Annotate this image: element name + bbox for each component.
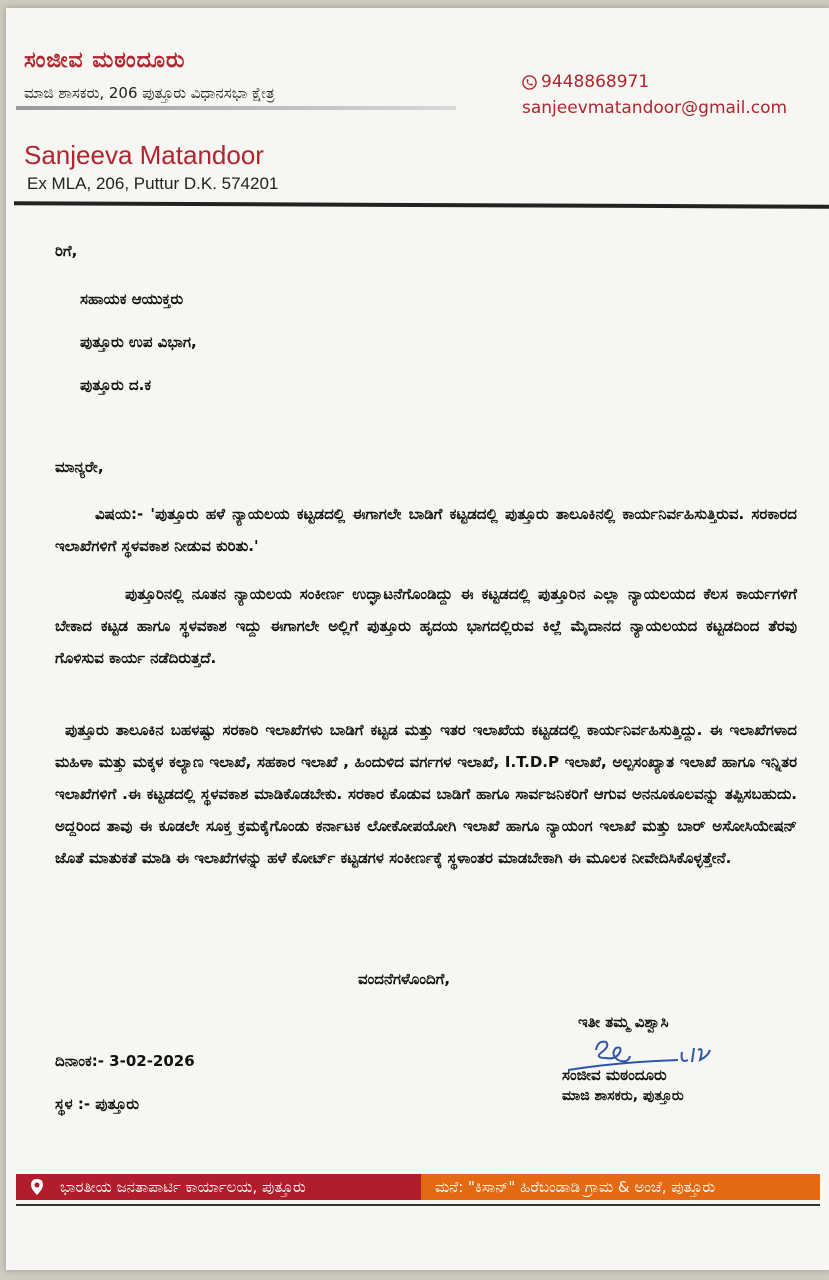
- recipient-line-2: ಪುತ್ತೂರು ಉಪ ವಿಭಾಗ,: [80, 333, 197, 351]
- paragraph-1-block: [55, 578, 797, 674]
- recipient-line-3: ಪುತ್ತೂರು ದ.ಕ: [80, 376, 152, 394]
- yours-faithfully: ಇತೀ ತಮ್ಮ ವಿಶ್ವಾಸಿ: [578, 1013, 669, 1031]
- header-grey-rule: [16, 106, 456, 110]
- letterhead-name-kannada: ಸಂಜೀವ ಮಠಂದೂರು: [24, 48, 186, 73]
- footer-rule: [16, 1204, 820, 1206]
- location-pin-icon: [30, 1178, 44, 1204]
- place: ಸ್ಥಳ :- ಪುತ್ತೂರು: [55, 1095, 140, 1113]
- recipient-line-1: ಸಹಾಯಕ ಆಯುಕ್ತರು: [80, 290, 184, 308]
- footer-office: [16, 1174, 421, 1200]
- footer-bar: [16, 1174, 820, 1200]
- subject-text: ವಿಷಯ:- 'ಪುತ್ತೂರು ಹಳೆ ನ್ಯಾಯಲಯ ಕಟ್ಟಡದಲ್ಲಿ ಈಗಾಗಲೇ ಬಾಡಿಗೆ ಕಟ್ಟಡದಲ್ಲಿ ಪುತ್ತೂರು ತಾಲೂಕಿನಲ್ಲಿ ಕಾರ್ಯನಿರ್ವಹಿಸುತ್ತಿರುವ. ಸರಕಾರದ ಇಲಾಖೆಗಳಿಗೆ ಸ್ಥಳವಕಾಶ ನೀಡುವ ಕುರಿತು.': [55, 505, 797, 555]
- letterhead-name-english: Sanjeeva Matandoor: [24, 140, 264, 170]
- footer-residence: [421, 1174, 820, 1200]
- paragraph-2: ಪುತ್ತೂರು ತಾಲೂಕಿನ ಬಹಳಷ್ಟು ಸರಕಾರಿ ಇಲಾಖೆಗಳು ಬಾಡಿಗೆ ಕಟ್ಟಡ ಮತ್ತು ಇತರ ಇಲಾಖೆಯ ಕಟ್ಟಡದಲ್ಲಿ ಕಾರ್ಯನಿರ್ವಹಿಸುತ್ತಿದ್ದು. ಈ ಇಲಾಖೆಗಳಾದ ಮಹಿಳಾ ಮತ್ತು ಮಕ್ಕಳ ಕಲ್ಯಾಣ ಇಲಾಖೆ, ಸಹಕಾರ ಇಲಾಖೆ , ಹಿಂದುಳಿದ ವರ್ಗಗಳ ಇಲಾಖೆ, I.T.D.P ಇಲಾಖೆ, ಅಲ್ಪಸಂಖ್ಯಾತ ಇಲಾಖೆ ಹಾಗೂ ಇನ್ನಿತರ ಇಲಾಖೆಗಳಿಗೆ .ಈ ಕಟ್ಟಡದಲ್ಲಿ ಸ್ಥಳವಕಾಶ ಮಾಡಿಕೊಡಬೇಕು. ಸರಕಾರ ಕೊಡುವ ಬಾಡಿಗೆ ಹಾಗೂ ಸಾರ್ವಜನಿಕರಿಗೆ ಆಗುವ ಅನನೂಕೂಲವನ್ನು ತಪ್ಪಿಸಬಹುದು. ಅದ್ದರಿಂದ ತಾವು ಈ ಕೂಡಲೇ ಸೂಕ್ತ ಕ್ರಮಕೈಗೊಂಡು ಕರ್ನಾಟಕ ಲೋಕೋಪಯೋಗಿ ಇಲಾಖೆ ಹಾಗೂ ನ್ಯಾಯಂಗ ಇಲಾಖೆ ಮತ್ತು ಬಾರ್ ಅಸೋಸಿಯೇಷನ್ ಜೊತೆ ಮಾತುಕತೆ ಮಾಡಿ ಈ ಇಲಾಖೆಗಳನ್ನು ಹಳೆ ಕೋರ್ಟ್ ಕಟ್ಟಡಗಳ ಸಂಕೀರ್ಣಕ್ಕೆ ಸ್ಥಳಾಂತರ ಮಾಡಬೇಕಾಗಿ ಈ ಮೂಲಕ ನೀವೇದಿಸಿಕೊಳ್ಳತ್ತೇನೆ.: [55, 721, 797, 867]
- date: ದಿನಾಂಕ:- 3-02-2026: [55, 1052, 195, 1070]
- salutation: ಮಾನ್ಯರೇ,: [55, 458, 104, 476]
- closing: ವಂದನೆಗಳೊಂದಿಗೆ,: [358, 970, 451, 988]
- letterhead-title-english: Ex MLA, 206, Puttur D.K. 574201: [27, 174, 279, 193]
- footer-residence-text: ಮನೆ: "ಕಿಸಾನ್" ಹಿರೆಬಂಡಾಡಿ ಗ್ರಾಮ & ಅಂಚೆ, ಪುತ್ತೂರು: [435, 1178, 715, 1196]
- phone-line: [522, 72, 649, 92]
- header-divider: [14, 201, 829, 209]
- phone-number[interactable]: 9448868971: [541, 72, 650, 92]
- paragraph-1: ಪುತ್ತೂರಿನಲ್ಲಿ ನೂತನ ನ್ಯಾಯಲಯ ಸಂಕೀರ್ಣ ಉದ್ಘಾಟನೆಗೊಂಡಿದ್ದು ಈ ಕಟ್ಟಡದಲ್ಲಿ ಪುತ್ತೂರಿನ ಎಲ್ಲಾ ನ್ಯಾಯಲಯದ ಕೆಲಸ ಕಾರ್ಯಗಳಿಗೆ ಬೇಕಾದ ಕಟ್ಟಡ ಹಾಗೂ ಸ್ಥಳವಕಾಶ ಇದ್ದು ಈಗಾಗಲೇ ಅಲ್ಲಿಗೆ ಪುತ್ತೂರು ಹೃದಯ ಭಾಗದಲ್ಲಿರುವ ಕಿಲ್ಲೆ ಮೈದಾನದ ನ್ಯಾಯಲಯದ ಕಟ್ಟಡದಿಂದ ತೆರವು ಗೊಳಿಸುವ ಕಾರ್ಯ ನಡೆದಿರುತ್ತದೆ.: [55, 585, 797, 667]
- signatory-designation: ಮಾಜಿ ಶಾಸಕರು, ಪುತ್ತೂರು: [562, 1088, 684, 1104]
- email-address[interactable]: sanjeevmatandoor@gmail.com: [522, 98, 788, 118]
- footer-office-text: ಭಾರತೀಯ ಜನತಾಪಾರ್ಟಿ ಕಾರ್ಯಾಲಯ, ಪುತ್ತೂರು: [60, 1178, 306, 1196]
- recipient-to: ರಿಗೆ,: [55, 242, 78, 260]
- letter-sheet: [6, 8, 829, 1270]
- signatory-name: ಸಂಜೀವ ಮಠಂದೂರು: [562, 1066, 667, 1084]
- subject-block: [55, 498, 797, 562]
- letterhead-title-kannada: ಮಾಜಿ ಶಾಸಕರು, 206 ಪುತ್ತೂರು ವಿಧಾನಸಭಾ ಕ್ಷೇತ್ರ: [24, 84, 275, 102]
- paragraph-2-block: [55, 714, 797, 874]
- phone-icon: [522, 72, 541, 92]
